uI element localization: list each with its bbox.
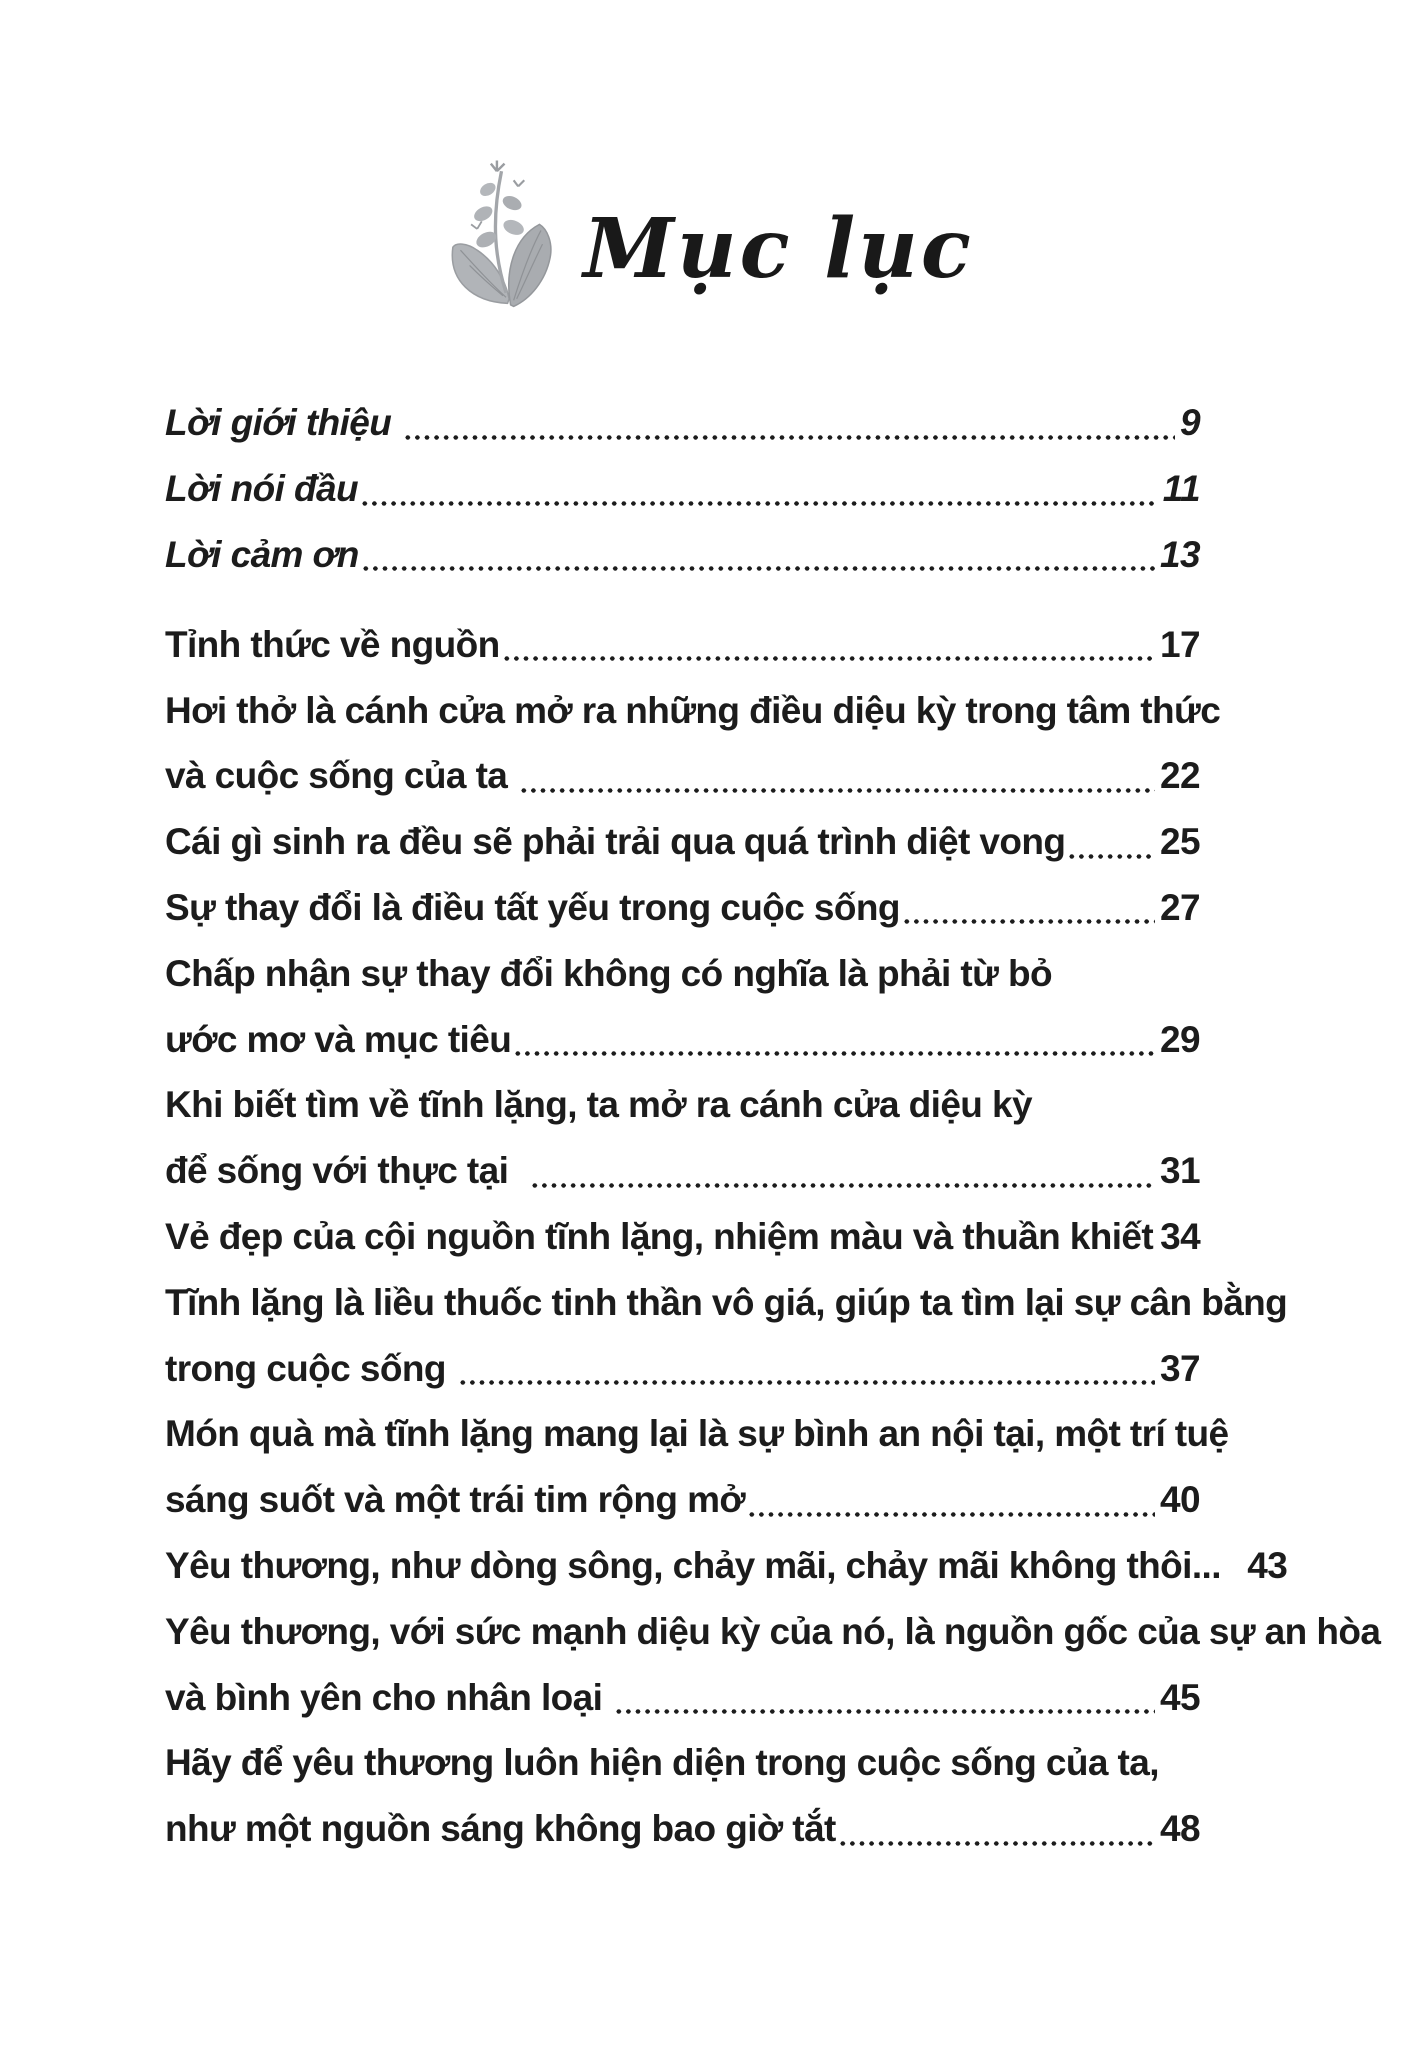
toc-page-number: 48: [1160, 1808, 1200, 1850]
toc-page-number: 43: [1247, 1544, 1288, 1586]
toc-line: [165, 743, 1200, 809]
toc-line: [165, 940, 1200, 1006]
toc-entry-text: và cuộc sống của ta: [165, 755, 517, 797]
dot-leader: [838, 1816, 1155, 1862]
toc-page-number: 17: [1160, 623, 1200, 665]
toc-entry-text: Lời cảm ơn: [165, 534, 359, 575]
toc-page-number: 31: [1160, 1150, 1200, 1192]
toc-line: [165, 1730, 1200, 1796]
title-row: [0, 0, 1401, 300]
toc-line: [165, 677, 1221, 743]
dot-leader: [458, 1355, 1156, 1401]
toc-entry-text: Hơi thở là cánh cửa mở ra những điều diệu kỳ trong tâm thức: [165, 689, 1221, 731]
toc-line: [165, 522, 1200, 588]
toc-page-number: 25: [1160, 821, 1200, 863]
toc-line: [165, 611, 1200, 677]
toc-page-number: 37: [1160, 1347, 1200, 1389]
toc-line: [165, 1006, 1200, 1072]
dot-leader: [513, 1026, 1155, 1072]
toc-entry-text: trong cuộc sống: [165, 1347, 456, 1389]
dot-leader: [614, 1684, 1155, 1730]
toc-entry-text: Yêu thương, như dòng sông, chảy mãi, chảy mãi không thôi...: [165, 1544, 1241, 1586]
front-matter-section: [165, 390, 1200, 587]
toc-entry-text: Tĩnh lặng là liều thuốc tinh thần vô giá, giúp ta tìm lại sự cân bằng: [165, 1281, 1288, 1323]
dot-leader: [1067, 829, 1155, 875]
toc-entry-text: Chấp nhận sự thay đổi không có nghĩa là phải từ bỏ: [165, 952, 1052, 994]
dot-leader: [403, 410, 1175, 456]
toc-page-number: 40: [1160, 1479, 1200, 1521]
toc-line: [165, 809, 1200, 875]
toc-entry-text: Khi biết tìm về tĩnh lặng, ta mở ra cánh cửa diệu kỳ: [165, 1084, 1032, 1126]
toc-page-number: 45: [1160, 1676, 1200, 1718]
leaf-sprig-icon: [427, 156, 579, 314]
toc-entry-text: Hãy để yêu thương luôn hiện diện trong cuộc sống của ta,: [165, 1742, 1159, 1784]
dot-leader: [902, 894, 1155, 940]
toc-line: [165, 1401, 1229, 1467]
toc-entry-text: Cái gì sinh ra đều sẽ phải trải qua quá trình diệt vong: [165, 821, 1066, 863]
toc-page-number: 13: [1160, 534, 1200, 575]
toc-line: [165, 390, 1200, 456]
toc-entry-text: và bình yên cho nhân loại: [165, 1676, 612, 1718]
toc-entry-text: Lời nói đầu: [165, 468, 358, 510]
toc-entry-text: để sống với thực tại: [165, 1150, 528, 1192]
toc-page-number: 11: [1162, 468, 1200, 510]
dot-leader: [502, 631, 1155, 677]
toc-line: [165, 1269, 1288, 1335]
toc-page-number: 34: [1160, 1215, 1201, 1257]
page-title: Mục lục: [583, 201, 974, 297]
toc-line: [165, 1204, 1200, 1270]
toc-entry-text: ước mơ và mục tiêu: [165, 1018, 512, 1060]
toc-line: [165, 456, 1200, 522]
toc-line: [165, 1533, 1288, 1599]
toc-page-number: 27: [1160, 886, 1200, 928]
dot-leader: [361, 541, 1155, 587]
toc-entry-text: Món quà mà tĩnh lặng mang lại là sự bình an nội tại, một trí tuệ: [165, 1413, 1229, 1455]
toc-entry-text: Vẻ đẹp của cội nguồn tĩnh lặng, nhiệm màu và thuần khiết: [165, 1215, 1154, 1257]
toc-entry-text: Lời giới thiệu: [165, 402, 401, 444]
toc-entry-text: Yêu thương, với sức mạnh diệu kỳ của nó, là nguồn gốc của sự an hòa: [165, 1610, 1381, 1652]
toc-line: [165, 875, 1200, 941]
toc-page-number: 29: [1160, 1018, 1200, 1060]
toc-entry-text: Sự thay đổi là điều tất yếu trong cuộc sống: [165, 886, 900, 928]
dot-leader: [530, 1158, 1155, 1204]
toc-page-number: 22: [1160, 755, 1200, 797]
toc-line: [165, 1072, 1200, 1138]
toc-line: [165, 1796, 1200, 1862]
toc-page-number: 9: [1180, 402, 1200, 444]
toc-entry-text: như một nguồn sáng không bao giờ tắt: [165, 1808, 836, 1850]
dot-leader: [519, 763, 1155, 809]
toc-line: [165, 1598, 1381, 1664]
toc-entry-text: sáng suốt và một trái tim rộng mở: [165, 1479, 746, 1521]
toc-line: [165, 1138, 1200, 1204]
dot-leader: [747, 1487, 1155, 1533]
chapters-section: [165, 611, 1381, 1861]
toc-line: [165, 1335, 1200, 1401]
toc-line: [165, 1664, 1200, 1730]
toc-entry-text: Tỉnh thức về nguồn: [165, 623, 500, 665]
dot-leader: [360, 476, 1158, 522]
toc-line: [165, 1467, 1200, 1533]
